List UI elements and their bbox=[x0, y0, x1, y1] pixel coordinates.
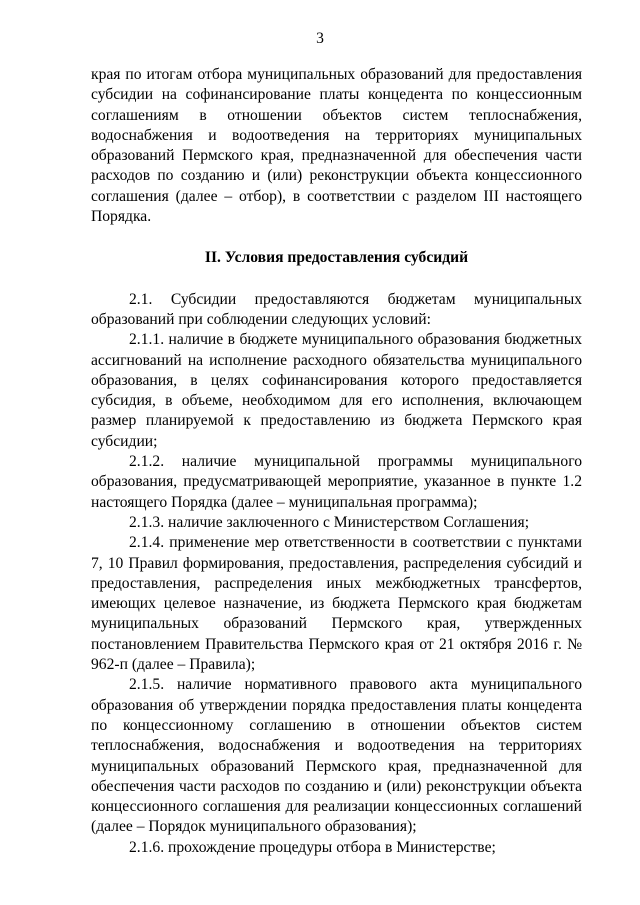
clause-2-1-3: 2.1.3. наличие заключенного с Министерством Соглашения; bbox=[129, 513, 530, 531]
clause-2-1-5: 2.1.5. наличие нормативного правового акта муниципального образования об утверждении порядка предоставления платы концедента по концессионному соглашению в отношении объектов систем теплоснабжения, водоснабжения и водоотведения на территориях муниципальных образований Пермского края, предназначенной для обеспечения части расходов по созданию и (или) реконструкции объекта концессионного соглашения для реализации концессионных соглашений (далее – Порядок муниципального образования); bbox=[91, 676, 582, 836]
clause-2-1-4: 2.1.4. применение мер ответственности в соответствии с пунктами 7, 10 Правил формирования, предоставления, распределения субсидий и предоставления, распределения иных межбюджетных трансфертов, имеющих целевое назначение, из бюджета Пермского края бюджетам муниципальных образований Пермского края, утвержденных постановлением Правительства Пермского края от 21 октября 2016 г. № 962-п (далее – Правила); bbox=[91, 534, 582, 674]
section-title: II. Условия предоставления субсидий bbox=[204, 249, 469, 267]
clause-2-1-1: 2.1.1. наличие в бюджете муниципального образования бюджетных ассигнований на исполнение расходного обязательства муниципального образования, в целях софинансирования которого предоставляется субсидия, в объеме, необходимом для его исполнения, включающем размер планируемой к предоставлению из бюджета Пермского края субсидии; bbox=[91, 331, 582, 450]
clause-2-1-6: 2.1.6. прохождение процедуры отбора в Министерстве; bbox=[129, 838, 496, 856]
clause-2-1-2: 2.1.2. наличие муниципальной программы муниципального образования, предусматривающей мероприятие, указанное в пункте 1.2 настоящего Порядка (далее – муниципальная программа); bbox=[91, 453, 582, 511]
clause-2-1: 2.1. Субсидии предоставляются бюджетам муниципальных образований при соблюдении следующих условий: bbox=[91, 290, 582, 328]
page-number: 3 bbox=[316, 30, 324, 47]
document-body bbox=[91, 65, 582, 858]
intro-paragraph: края по итогам отбора муниципальных образований для предоставления субсидии на софинансирование платы концедента по концессионным соглашениям в отношении объектов систем теплоснабжения, водоснабжения и водоотведения на территориях муниципальных образований Пермского края, предназначенной для обеспечения части расходов по созданию и (или) реконструкции объекта концессионного соглашения (далее – отбор), в соответствии с разделом III настоящего Порядка. bbox=[91, 66, 582, 226]
